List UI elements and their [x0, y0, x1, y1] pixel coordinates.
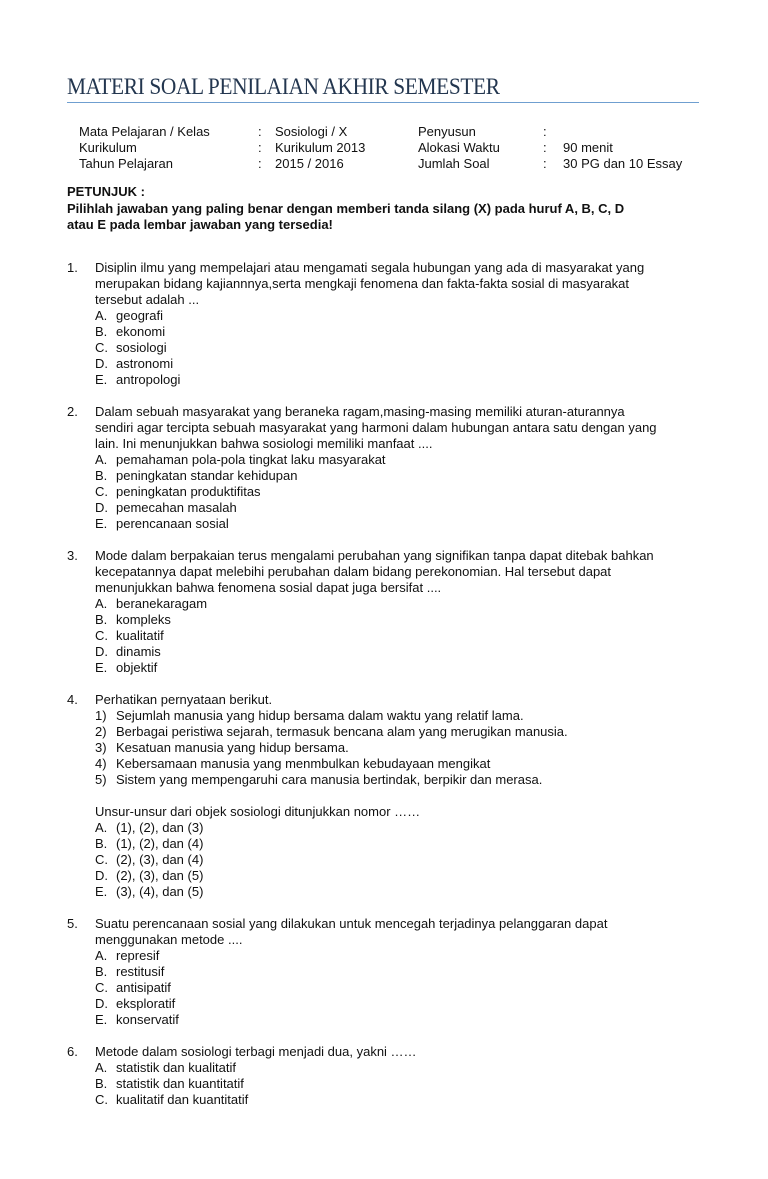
instructions-line: Pilihlah jawaban yang paling benar dengan memberi tanda silang (X) pada huruf A, B, C, D [67, 200, 625, 216]
option-letter: B. [95, 612, 108, 627]
option-text: ekonomi [116, 324, 166, 339]
question-text: menggunakan metode .... [95, 932, 243, 947]
option-text: antropologi [116, 372, 181, 387]
page-title: MATERI SOAL PENILAIAN AKHIR SEMESTER [67, 74, 500, 99]
question-item [67, 692, 707, 900]
statement-item [95, 740, 707, 756]
option-text: geografi [116, 308, 163, 323]
question-item [67, 916, 707, 1028]
option-text: perencanaan sosial [116, 516, 229, 531]
meta-value: Kurikulum 2013 [275, 140, 366, 155]
option-letter: E. [95, 372, 108, 387]
answer-option[interactable] [95, 452, 707, 468]
answer-option[interactable] [95, 852, 707, 868]
option-text: statistik dan kualitatif [116, 1060, 236, 1075]
option-letter: B. [95, 836, 108, 851]
statement-text: Berbagai peristiwa sejarah, termasuk bencana alam yang merugikan manusia. [116, 724, 568, 739]
answer-option[interactable] [95, 996, 707, 1012]
question-text: Mode dalam berpakaian terus mengalami perubahan yang signifikan tanpa dapat ditebak bahkan [95, 548, 654, 563]
answer-option[interactable] [95, 596, 707, 612]
answer-option[interactable] [95, 948, 707, 964]
option-letter: A. [95, 308, 108, 323]
option-text: astronomi [116, 356, 174, 371]
option-letter: A. [95, 596, 108, 611]
option-letter: C. [95, 484, 108, 499]
statement-item [95, 708, 707, 724]
question-item [67, 260, 707, 388]
statement-text: Kebersamaan manusia yang menmbulkan kebudayaan mengikat [116, 756, 491, 771]
answer-option[interactable] [95, 1076, 707, 1092]
meta-sep: : [543, 156, 547, 171]
meta-sep: : [258, 140, 262, 155]
meta-value: 30 PG dan 10 Essay [563, 156, 683, 171]
question-item [67, 548, 707, 676]
question-number: 2. [67, 404, 78, 419]
option-text: (2), (3), dan (4) [116, 852, 204, 867]
meta-sep: : [258, 124, 262, 139]
answer-option[interactable] [95, 628, 707, 644]
option-letter: B. [95, 324, 108, 339]
option-text: pemahaman pola-pola tingkat laku masyarakat [116, 452, 386, 467]
meta-value: 90 menit [563, 140, 613, 155]
option-letter: E. [95, 1012, 108, 1027]
question-text: Suatu perencanaan sosial yang dilakukan untuk mencegah terjadinya pelanggaran dapat [95, 916, 608, 931]
option-letter: C. [95, 1092, 108, 1107]
option-text: (3), (4), dan (5) [116, 884, 204, 899]
answer-option[interactable] [95, 964, 707, 980]
option-text: sosiologi [116, 340, 167, 355]
statement-number: 5) [95, 772, 107, 787]
meta-sep: : [543, 140, 547, 155]
statement-text: Sejumlah manusia yang hidup bersama dalam waktu yang relatif lama. [116, 708, 524, 723]
question-number: 1. [67, 260, 78, 275]
option-text: restitusif [116, 964, 165, 979]
question-prompt: Unsur-unsur dari objek sosiologi ditunjukkan nomor …… [95, 804, 421, 819]
option-letter: D. [95, 868, 108, 883]
option-text: (1), (2), dan (4) [116, 836, 204, 851]
option-text: peningkatan standar kehidupan [116, 468, 298, 483]
meta-label: Alokasi Waktu [418, 140, 500, 155]
answer-option[interactable] [95, 820, 707, 836]
answer-option[interactable] [95, 516, 707, 532]
question-list [67, 260, 707, 1124]
option-text: (2), (3), dan (5) [116, 868, 204, 883]
meta-label: Tahun Pelajaran [79, 156, 173, 171]
option-letter: A. [95, 820, 108, 835]
spacer [95, 788, 707, 804]
answer-option[interactable] [95, 484, 707, 500]
answer-option[interactable] [95, 1060, 707, 1076]
option-letter: A. [95, 452, 108, 467]
instructions-line: atau E pada lembar jawaban yang tersedia! [67, 217, 333, 232]
question-text: Disiplin ilmu yang mempelajari atau mengamati segala hubungan yang ada di masyarakat yang [95, 260, 645, 275]
question-number: 4. [67, 692, 78, 707]
option-text: pemecahan masalah [116, 500, 237, 515]
meta-value: Sosiologi / X [275, 124, 348, 139]
answer-option[interactable] [95, 884, 707, 900]
option-letter: E. [95, 884, 108, 899]
answer-option[interactable] [95, 468, 707, 484]
option-text: kualitatif [116, 628, 164, 643]
title-underline [67, 102, 699, 103]
statement-number: 1) [95, 708, 107, 723]
option-letter: A. [95, 948, 108, 963]
question-text: Dalam sebuah masyarakat yang beraneka ragam,masing-masing memiliki aturan-aturannya [95, 404, 625, 419]
option-text: antisipatif [116, 980, 171, 995]
option-letter: C. [95, 628, 108, 643]
option-letter: C. [95, 852, 108, 867]
question-number: 3. [67, 548, 78, 563]
answer-option[interactable] [95, 340, 707, 356]
statement-item [95, 756, 707, 772]
option-letter: C. [95, 980, 108, 995]
option-text: statistik dan kuantitatif [116, 1076, 244, 1091]
statement-number: 2) [95, 724, 107, 739]
instructions [67, 184, 707, 234]
answer-option[interactable] [95, 612, 707, 628]
option-text: objektif [116, 660, 158, 675]
answer-option[interactable] [95, 660, 707, 676]
meta-sep: : [258, 156, 262, 171]
answer-option[interactable] [95, 980, 707, 996]
answer-option[interactable] [95, 372, 707, 388]
option-letter: E. [95, 516, 108, 531]
option-text: (1), (2), dan (3) [116, 820, 204, 835]
question-text: kecepatannya dapat melebihi perubahan dalam bidang perekonomian. Hal tersebut dapat [95, 564, 612, 579]
option-letter: D. [95, 356, 108, 371]
option-letter: B. [95, 1076, 108, 1091]
statement-item [95, 772, 707, 788]
question-item [67, 1044, 707, 1108]
question-text: merupakan bidang kajiannnya,serta mengkaji fenomena dan fakta-fakta sosial di masyarakat [95, 276, 630, 291]
meta-sep: : [543, 124, 547, 139]
statement-text: Sistem yang mempengaruhi cara manusia bertindak, berpikir dan merasa. [116, 772, 543, 787]
option-text: kualitatif dan kuantitatif [116, 1092, 249, 1107]
answer-option[interactable] [95, 308, 707, 324]
answer-option[interactable] [95, 500, 707, 516]
answer-option[interactable] [95, 356, 707, 372]
answer-option[interactable] [95, 868, 707, 884]
question-text: tersebut adalah ... [95, 292, 200, 307]
option-text: eksploratif [116, 996, 176, 1011]
answer-option[interactable] [95, 644, 707, 660]
meta-label: Kurikulum [79, 140, 137, 155]
answer-option[interactable] [95, 1012, 707, 1028]
option-letter: D. [95, 644, 108, 659]
option-text: represif [116, 948, 160, 963]
option-letter: A. [95, 1060, 108, 1075]
option-letter: D. [95, 996, 108, 1011]
option-text: peningkatan produktifitas [116, 484, 261, 499]
answer-option[interactable] [95, 324, 707, 340]
question-text: Perhatikan pernyataan berikut. [95, 692, 273, 707]
question-text: lain. Ini menunjukkan bahwa sosiologi memiliki manfaat .... [95, 436, 433, 451]
instructions-heading: PETUNJUK : [67, 184, 146, 199]
question-number: 5. [67, 916, 78, 931]
option-text: konservatif [116, 1012, 179, 1027]
question-number: 6. [67, 1044, 78, 1059]
option-text: kompleks [116, 612, 171, 627]
meta-label: Penyusun [418, 124, 476, 139]
meta-label: Jumlah Soal [418, 156, 490, 171]
option-text: dinamis [116, 644, 161, 659]
statement-number: 4) [95, 756, 107, 771]
statement-text: Kesatuan manusia yang hidup bersama. [116, 740, 349, 755]
answer-option[interactable] [95, 1092, 707, 1108]
question-item [67, 404, 707, 532]
meta-value: 2015 / 2016 [275, 156, 344, 171]
answer-option[interactable] [95, 836, 707, 852]
statement-number: 3) [95, 740, 107, 755]
meta-label: Mata Pelajaran / Kelas [79, 124, 210, 139]
statement-item [95, 724, 707, 740]
question-text: menunjukkan bahwa fenomena sosial dapat juga bersifat .... [95, 580, 442, 595]
option-letter: C. [95, 340, 108, 355]
option-text: beranekaragam [116, 596, 208, 611]
option-letter: D. [95, 500, 108, 515]
question-text: sendiri agar tercipta sebuah masyarakat yang harmoni dalam hubungan antara satu dengan yang [95, 420, 657, 435]
option-letter: B. [95, 468, 108, 483]
option-letter: E. [95, 660, 108, 675]
question-text: Metode dalam sosiologi terbagi menjadi dua, yakni …… [95, 1044, 417, 1059]
option-letter: B. [95, 964, 108, 979]
